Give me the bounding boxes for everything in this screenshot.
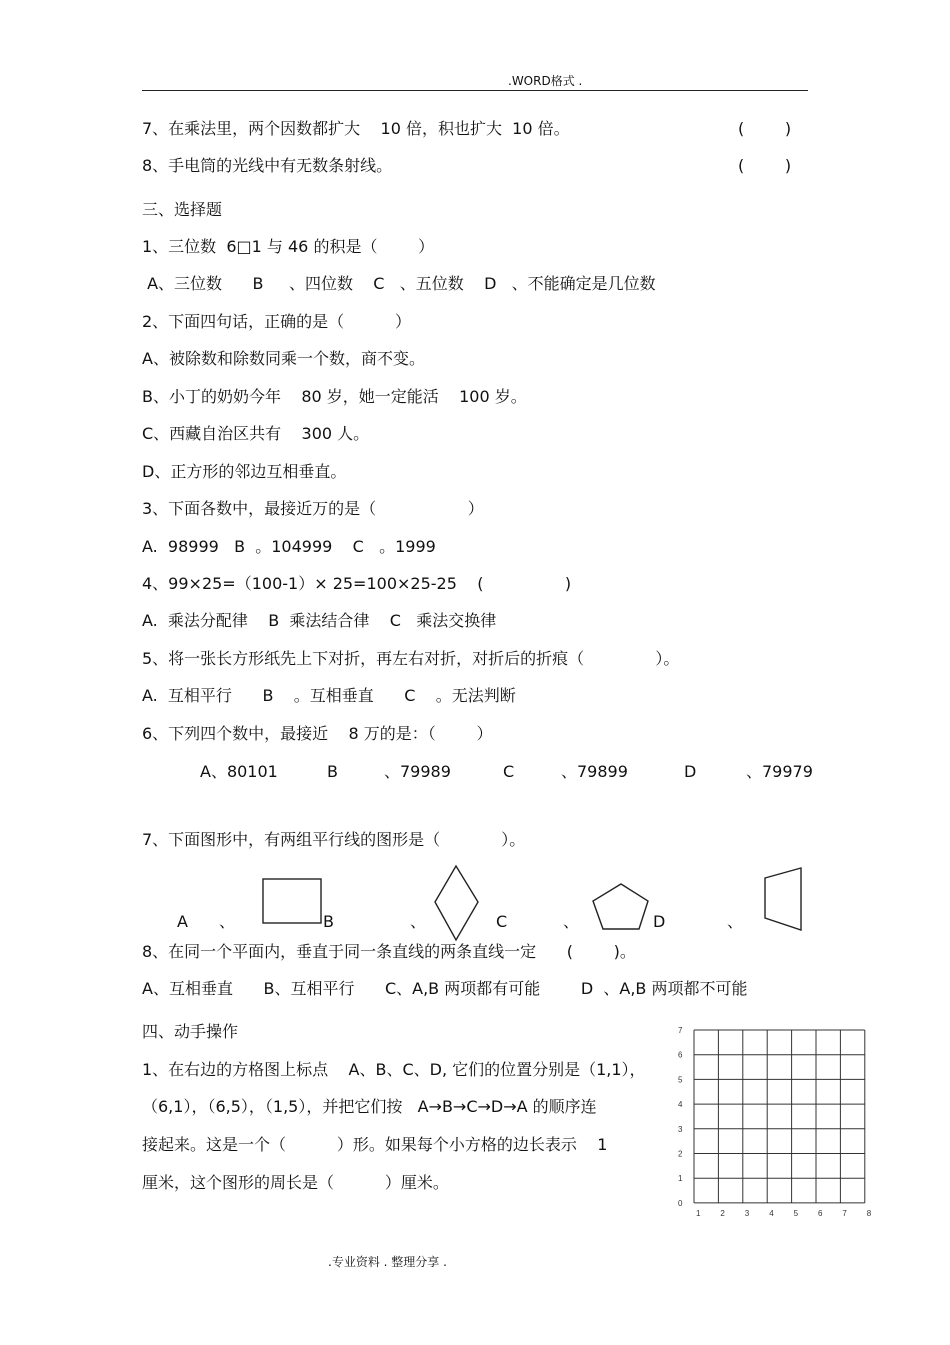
- s3-q7-label-d: D: [653, 912, 666, 931]
- coordinate-grid[interactable]: [670, 1020, 900, 1225]
- s4-q1-line2: （6,1），（6,5），（1,5），并把它们按 A→B→C→D→A 的顺序连: [142, 1097, 597, 1116]
- grid-x-label: 8: [866, 1208, 872, 1218]
- s3-q7-sep-c: 、: [563, 912, 580, 931]
- s3-q7-sep-d: 、: [727, 912, 744, 931]
- s4-q1-line1: 1、在右边的方格图上标点 A、B、C、D, 它们的位置分别是（1,1），: [142, 1060, 646, 1079]
- grid-y-label: 0: [678, 1198, 683, 1208]
- grid-x-label: 4: [769, 1208, 774, 1218]
- judge-q7-answer-blank[interactable]: ( ): [738, 119, 792, 138]
- s3-q2-option-d: D、正方形的邻边互相垂直。: [142, 462, 347, 481]
- section3-title: 三、选择题: [142, 200, 223, 219]
- grid-y-label: 3: [678, 1124, 683, 1134]
- pentagon-shape: [591, 882, 653, 932]
- page-footer: .专业资料 . 整理分享 .: [328, 1255, 447, 1269]
- s3-q7-label-a: A: [177, 912, 188, 931]
- s3-q6-option-a: A、80101: [200, 762, 278, 781]
- grid-y-label: 2: [678, 1149, 683, 1159]
- grid-x-label: 2: [720, 1208, 725, 1218]
- s3-q8-options: A、互相垂直 B、互相平行 C、A,B 两项都有可能 D 、A,B 两项都不可能: [142, 979, 748, 998]
- grid-x-label: 5: [793, 1208, 799, 1218]
- s3-q4-stem: 4、99×25=（100-1）× 25=100×25-25 ( ): [142, 574, 572, 593]
- s3-q6-option-c-value: 、79899: [561, 762, 628, 781]
- s3-q5-stem: 5、将一张长方形纸先上下对折，再左右对折，对折后的折痕（ ）。: [142, 649, 680, 668]
- s3-q6-option-d-label: D: [684, 762, 697, 781]
- s3-q6-option-b-value: 、79989: [384, 762, 451, 781]
- s3-q2-option-a: A、被除数和除数同乘一个数，商不变。: [142, 349, 425, 368]
- rectangle-shape: [262, 878, 324, 926]
- judge-q8-text: 8、手电筒的光线中有无数条射线。: [142, 156, 393, 175]
- s3-q3-options: A. 98999 B 。104999 C 。1999: [142, 537, 436, 556]
- s3-q6-option-b-label: B: [327, 762, 338, 781]
- grid-y-label: 5: [678, 1075, 683, 1085]
- s3-q7-sep-a: 、: [219, 912, 236, 931]
- s4-q1-line3: 接起来。这是一个（ ）形。如果每个小方格的边长表示 1: [142, 1135, 608, 1154]
- s3-q7-sep-b: 、: [410, 912, 427, 931]
- s3-q7-stem: 7、下面图形中，有两组平行线的图形是（ ）。: [142, 830, 526, 849]
- grid-y-label: 4: [678, 1100, 683, 1110]
- header-divider: [142, 90, 808, 91]
- grid-x-label: 6: [818, 1208, 823, 1218]
- s3-q4-options: A. 乘法分配律 B 乘法结合律 C 乘法交换律: [142, 611, 497, 630]
- s3-q5-options: A. 互相平行 B 。互相垂直 C 。无法判断: [142, 686, 516, 705]
- s3-q2-option-c: C、西藏自治区共有 300 人。: [142, 424, 370, 443]
- s3-q6-stem: 6、下列四个数中，最接近 8 万的是：（ ）: [142, 724, 493, 743]
- s3-q8-stem: 8、在同一个平面内，垂直于同一条直线的两条直线一定 ( )。: [142, 942, 636, 961]
- s3-q7-label-b: B: [323, 912, 334, 931]
- grid-x-label: 7: [842, 1208, 847, 1218]
- s4-q1-line4: 厘米，这个图形的周长是（ ）厘米。: [142, 1173, 449, 1192]
- section4-title: 四、动手操作: [142, 1022, 239, 1041]
- grid-x-label: 1: [696, 1208, 701, 1218]
- grid-y-label: 6: [678, 1050, 683, 1060]
- s3-q1-options: A、三位数 B 、四位数 C 、五位数 D 、不能确定是几位数: [142, 274, 656, 293]
- s3-q6-option-d-value: 、79979: [746, 762, 813, 781]
- s3-q7-label-c: C: [496, 912, 508, 931]
- grid-y-label: 7: [678, 1026, 683, 1035]
- s3-q2-stem: 2、下面四句话，正确的是（ ）: [142, 312, 412, 331]
- trapezoid-shape: [762, 866, 806, 934]
- page-header: .WORD格式 .: [508, 74, 583, 88]
- rhombus-shape: [433, 864, 481, 944]
- judge-q7-text: 7、在乘法里，两个因数都扩大 10 倍，积也扩大 10 倍。: [142, 119, 570, 138]
- s3-q1-stem: 1、三位数 6□1 与 46 的积是（ ）: [142, 237, 435, 256]
- s3-q6-option-c-label: C: [503, 762, 515, 781]
- s3-q3-stem: 3、下面各数中，最接近万的是（ ）: [142, 499, 484, 518]
- judge-q8-answer-blank[interactable]: ( ): [738, 156, 792, 175]
- s3-q2-option-b: B、小丁的奶奶今年 80 岁，她一定能活 100 岁。: [142, 387, 527, 406]
- grid-y-label: 1: [678, 1174, 683, 1184]
- grid-x-label: 3: [744, 1208, 750, 1218]
